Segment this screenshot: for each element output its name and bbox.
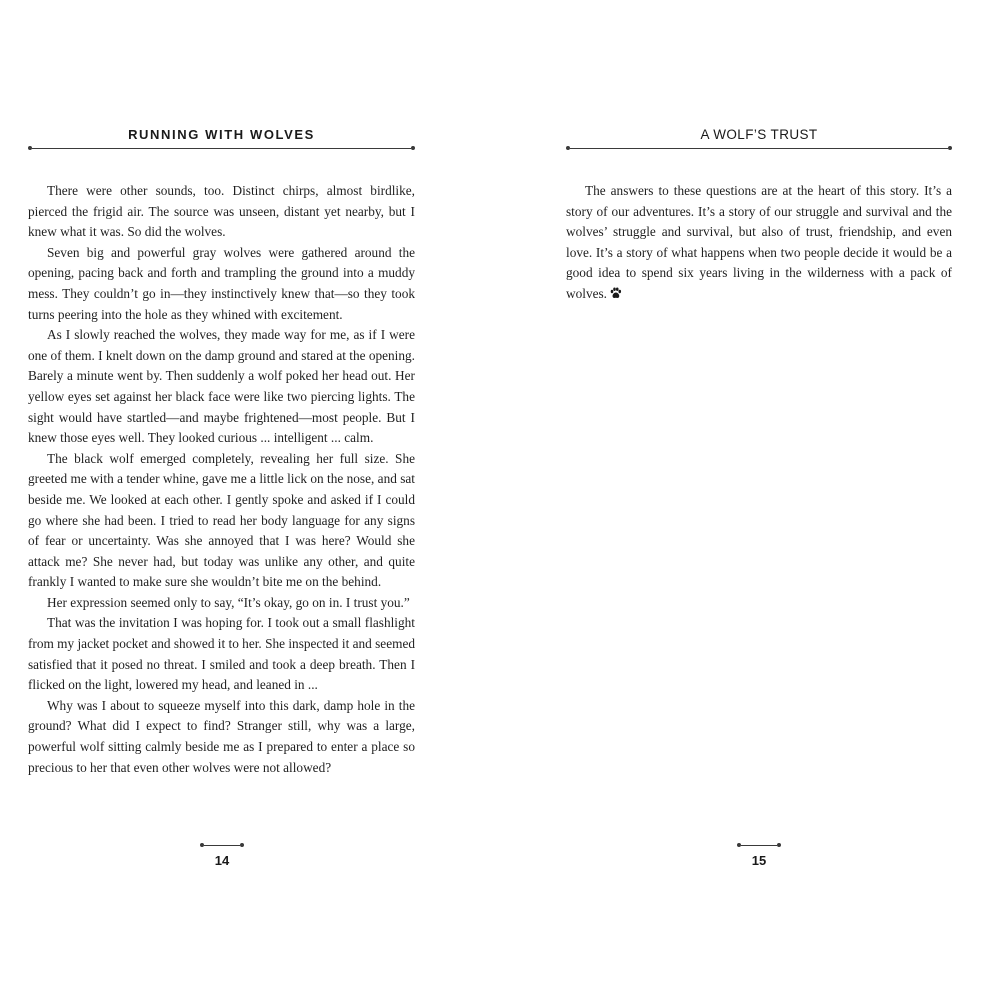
- folio-rule: [737, 843, 781, 847]
- left-page: [28, 0, 415, 1000]
- paw-print-icon: [609, 287, 622, 299]
- running-head: A WOLF’S TRUST: [700, 127, 818, 142]
- header-rule: [566, 146, 952, 150]
- paragraph: The black wolf emerged completely, revealing her full size. She greeted me with a tender whine, gave me a little lick on the nose, and sat beside me. We looked at each other. I gently spoke and asked if I could go where she had been. I tried to read her body language for any signs of fear or uncertainty. Was she annoyed that I was here? Would she attack me? She never had, but today was unlike any other, and quite frankly I wanted to make sure she wouldn’t bite me on the behind.: [28, 450, 415, 590]
- page-number-block: [200, 843, 244, 868]
- right-page: [566, 0, 952, 1000]
- paragraph: [566, 181, 952, 305]
- paragraph: There were other sounds, too. Distinct chirps, almost birdlike, pierced the frigid air. The source was unseen, distant yet nearby, but I knew what it was. So did the wolves.: [28, 183, 415, 240]
- page-number-block: [737, 843, 781, 868]
- body-text: [28, 181, 415, 778]
- paragraph: As I slowly reached the wolves, they made way for me, as if I were one of them. I knelt down on the damp ground and stared at the opening. Barely a minute went by. Then suddenly a wolf poked her head out. Her yellow eyes set against her black face were like two piercing lights. The sight would have startled—and maybe frightened—most people. But I knew those eyes well. They looked curious ... intelligent ... calm.: [28, 327, 415, 446]
- paragraph-text: The answers to these questions are at the heart of this story. It’s a story of our adventures. It’s a story of our struggle and survival and the wolves’ struggle and survival, but also of trust, friendship, and even love. It’s a story of what happens when two people decide it would be a good idea to spend six years living in the wilderness with a pack of wolves.: [566, 183, 952, 301]
- paragraph: Why was I about to squeeze myself into this dark, damp hole in the ground? What did I expect to find? Stranger still, why was a large, powerful wolf sitting calmly beside me as I prepared to enter a place so precious to her that even other wolves were not allowed?: [28, 697, 415, 775]
- paragraph: Seven big and powerful gray wolves were gathered around the opening, pacing back and forth and trampling the ground into a muddy mess. They couldn’t go in—they instinctively knew that—so they took turns peering into the hole as they whined with excitement.: [28, 244, 415, 322]
- folio-rule: [200, 843, 244, 847]
- header-rule: [28, 146, 415, 150]
- paragraph: Her expression seemed only to say, “It’s okay, go on in. I trust you.”: [47, 594, 410, 610]
- running-head: RUNNING WITH WOLVES: [128, 127, 315, 142]
- page-number: 15: [751, 853, 767, 868]
- paragraph: That was the invitation I was hoping for. I took out a small flashlight from my jacket pocket and showed it to her. She inspected it and seemed satisfied that it posed no threat. I smiled and took a deep breath. Then I flicked on the light, lowered my head, and leaned in ...: [28, 615, 415, 693]
- body-text: [566, 181, 952, 305]
- page-number: 14: [214, 853, 230, 868]
